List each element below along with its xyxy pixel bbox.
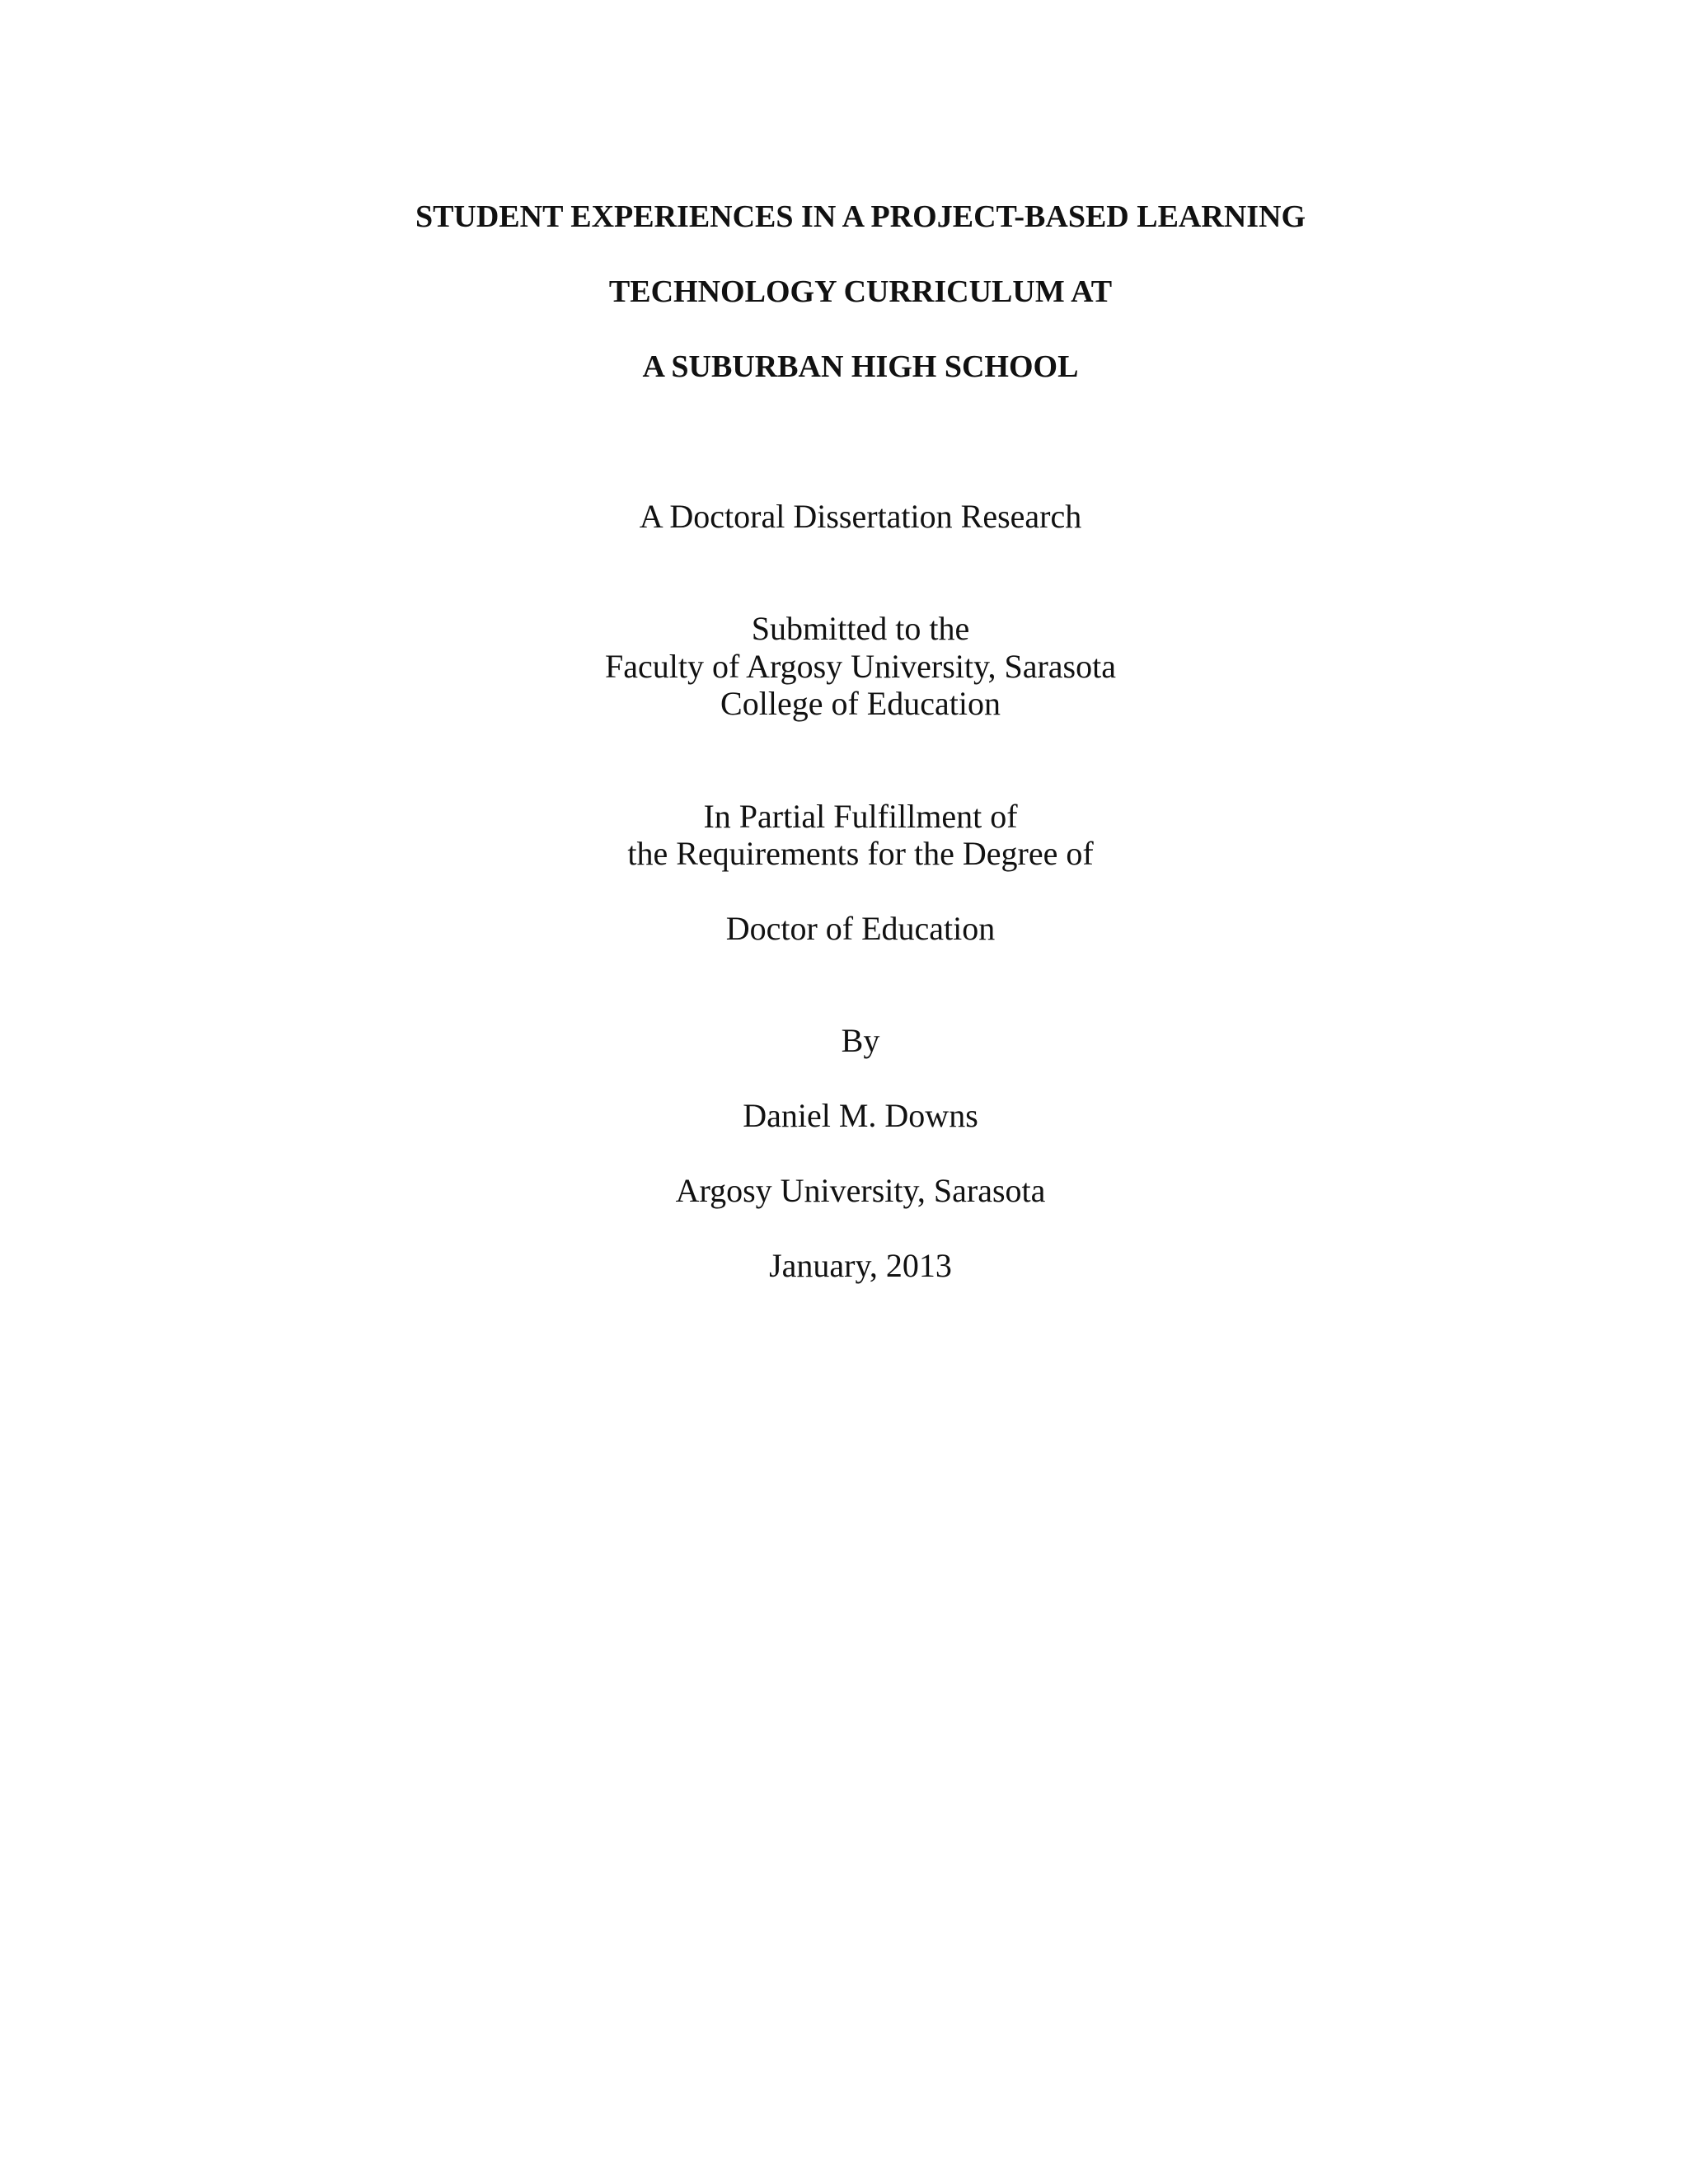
fulfillment-line-2: the Requirements for the Degree of	[627, 835, 1094, 872]
submission-date: January, 2013	[769, 1247, 952, 1284]
by-label: By	[841, 1022, 880, 1059]
title-line-3: A SUBURBAN HIGH SCHOOL	[642, 349, 1079, 384]
author-name: Daniel M. Downs	[743, 1097, 978, 1134]
submitted-to-line-2: Faculty of Argosy University, Sarasota	[605, 648, 1116, 685]
institution-name: Argosy University, Sarasota	[675, 1172, 1046, 1209]
submitted-to-line-3: College of Education	[720, 685, 1001, 722]
submitted-to-line-1: Submitted to the	[751, 610, 970, 647]
document-type: A Doctoral Dissertation Research	[639, 498, 1082, 535]
title-line-1: STUDENT EXPERIENCES IN A PROJECT-BASED LEARNING	[415, 199, 1306, 234]
degree-name: Doctor of Education	[725, 910, 996, 947]
fulfillment-line-1: In Partial Fulfillment of	[703, 798, 1018, 835]
title-line-2: TECHNOLOGY CURRICULUM AT	[608, 274, 1113, 309]
